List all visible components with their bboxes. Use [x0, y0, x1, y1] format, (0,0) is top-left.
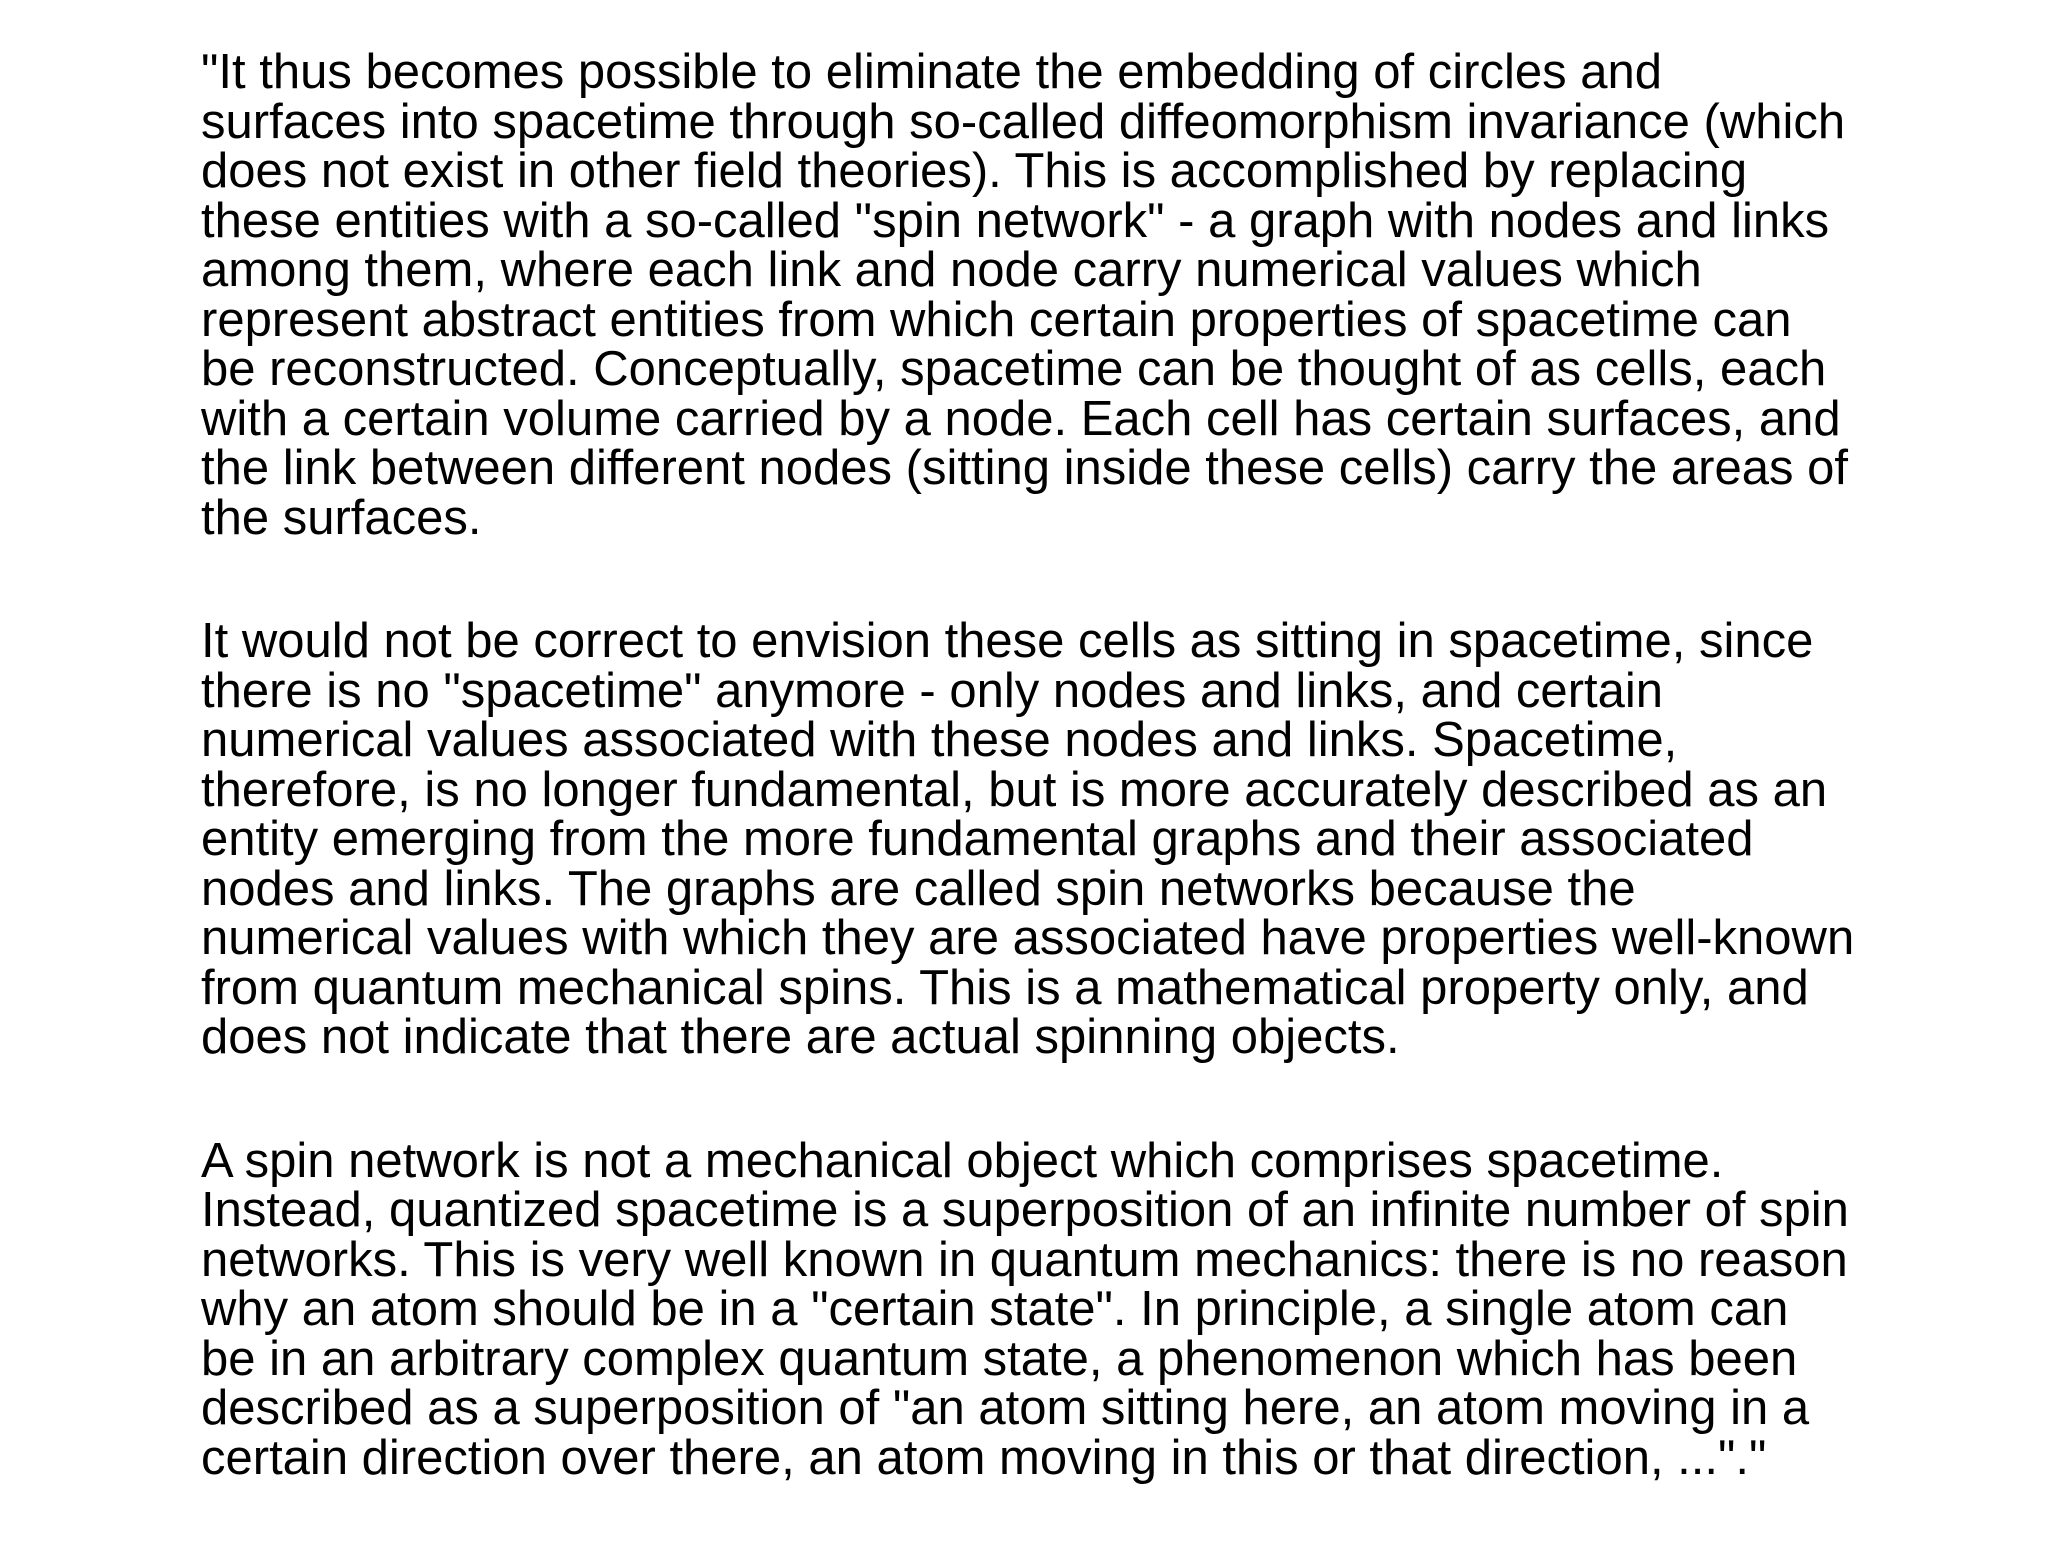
text-line: networks. This is very well known in quantum mechanics: there is no reason	[201, 1232, 1848, 1287]
text-line: does not indicate that there are actual spinning objects.	[201, 1010, 1400, 1064]
text-line: be in an arbitrary complex quantum state, a phenomenon which has been	[201, 1331, 1798, 1386]
text-line: there is no "spacetime" anymore - only nodes and links, and certain	[201, 663, 1664, 718]
paragraph-2	[201, 614, 1981, 1064]
text-line: entity emerging from the more fundamental graphs and their associated	[201, 812, 1754, 866]
text-line: surfaces into spacetime through so-called diffeomorphism invariance (which	[201, 94, 1846, 149]
text-line: Instead, quantized spacetime is a superposition of an infinite number of spin	[201, 1183, 1849, 1237]
text-line: the link between different nodes (sitting inside these cells) carry the areas of	[201, 441, 1848, 495]
text-line: It would not be correct to envision these cells as sitting in spacetime, since	[201, 614, 1814, 668]
text-line: numerical values associated with these nodes and links. Spacetime,	[201, 713, 1678, 767]
text-line: described as a superposition of "an atom sitting here, an atom moving in a	[201, 1381, 1810, 1435]
text-line: certain direction over there, an atom moving in this or that direction, ..."."	[201, 1430, 1767, 1485]
text-line: nodes and links. The graphs are called spin networks because the	[201, 861, 1636, 916]
text-line: the surfaces.	[201, 490, 482, 545]
document-body	[201, 45, 1981, 1557]
text-line: therefore, is no longer fundamental, but is more accurately described as an	[201, 762, 1828, 817]
text-line: A spin network is not a mechanical object which comprises spacetime.	[201, 1133, 1724, 1188]
text-line: does not exist in other field theories). This is accomplished by replacing	[201, 144, 1748, 198]
paragraph-3	[201, 1133, 1981, 1485]
paragraph-1	[201, 45, 1981, 545]
text-line: represent abstract entities from which certain properties of spacetime can	[201, 292, 1792, 347]
text-line: these entities with a so-called "spin network" - a graph with nodes and links	[201, 193, 1830, 248]
text-line: from quantum mechanical spins. This is a mathematical property only, and	[201, 960, 1809, 1015]
text-line: among them, where each link and node carry numerical values which	[201, 243, 1702, 297]
text-line: why an atom should be in a "certain state". In principle, a single atom can	[201, 1282, 1789, 1336]
text-line: be reconstructed. Conceptually, spacetime can be thought of as cells, each	[201, 342, 1827, 396]
text-line: numerical values with which they are associated have properties well-known	[201, 911, 1855, 965]
text-line: with a certain volume carried by a node. Each cell has certain surfaces, and	[201, 391, 1841, 446]
text-line: "It thus becomes possible to eliminate the embedding of circles and	[201, 45, 1662, 99]
